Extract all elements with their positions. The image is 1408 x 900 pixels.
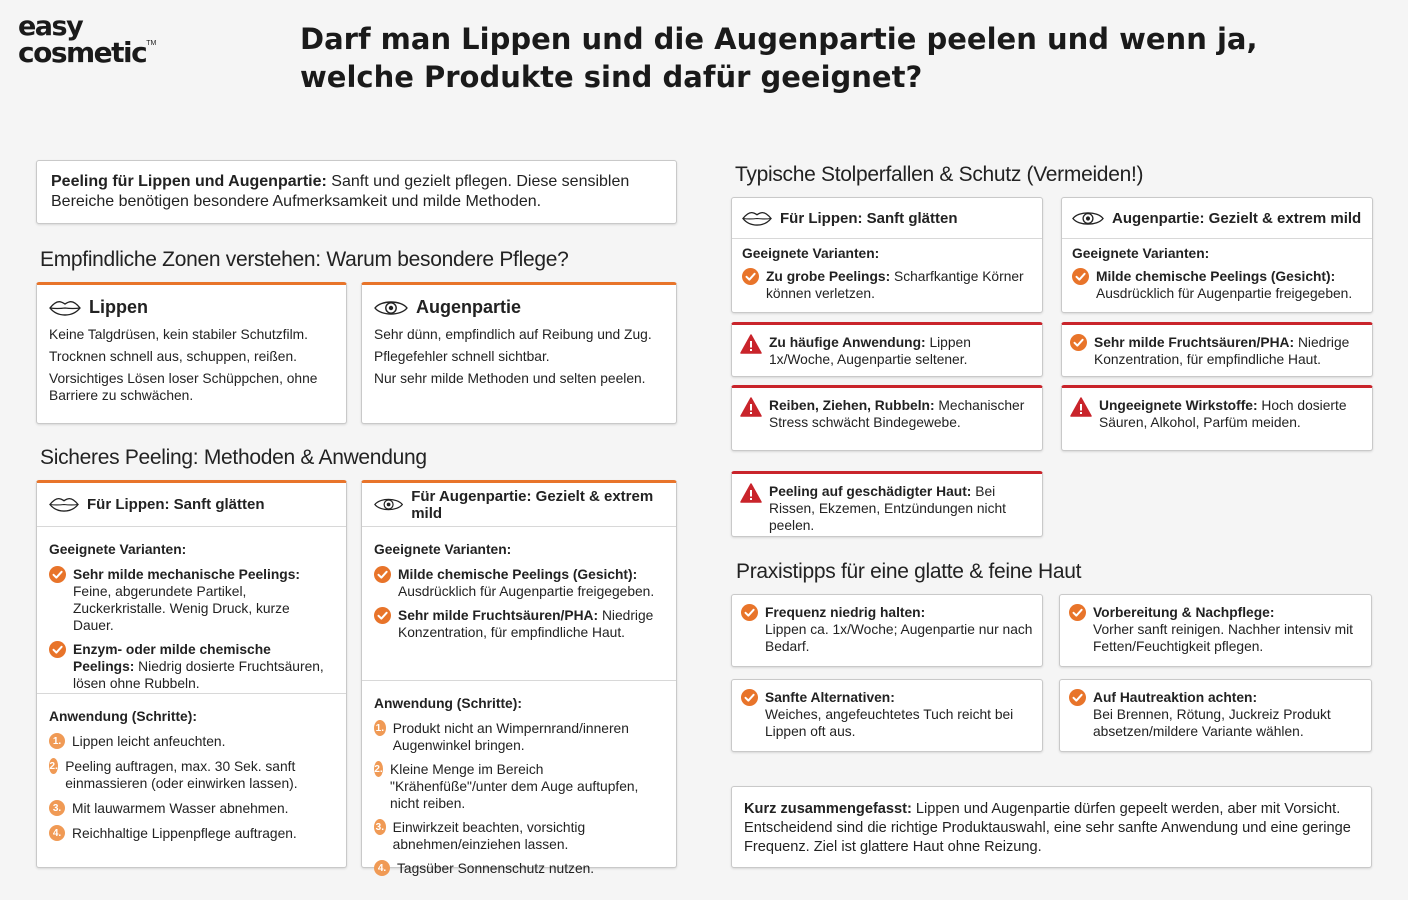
item-text: Hoch dosierte Säuren, Alkohol, Parfüm meiden. bbox=[1099, 398, 1347, 430]
pitfall-eyes-body bbox=[1062, 239, 1372, 315]
method-lips-card bbox=[36, 480, 347, 868]
step-number-icon: 1. bbox=[49, 733, 65, 749]
eye-icon bbox=[1072, 209, 1104, 228]
zone-eyes-title bbox=[374, 297, 676, 318]
step-item bbox=[374, 819, 664, 853]
method-eyes-steps bbox=[362, 681, 676, 877]
page-title bbox=[300, 20, 1300, 96]
pitfall-eyes-label: Geeignete Varianten: bbox=[1072, 246, 1210, 261]
item-bold: Vorbereitung & Nachpflege: bbox=[1093, 605, 1275, 620]
step-number-icon: 3. bbox=[49, 800, 65, 816]
check-icon bbox=[374, 607, 391, 624]
list-item bbox=[740, 334, 1034, 368]
method-eyes-title: Für Augenpartie: Gezielt & extrem mild bbox=[411, 487, 654, 522]
list-item bbox=[374, 607, 664, 641]
method-eyes-steps-label: Anwendung (Schritte): bbox=[374, 696, 522, 711]
step-text: Reichhaltige Lippenpflege auftragen. bbox=[72, 826, 297, 841]
tip-card bbox=[1059, 594, 1372, 667]
item-bold: Enzym- oder milde chemische Peelings: bbox=[73, 642, 271, 674]
item-text: Niedrig dosierte Fruchtsäuren, lösen ohne Rubbeln. bbox=[73, 659, 324, 691]
zone-lips-body bbox=[37, 326, 346, 404]
pitfall-lips-label: Geeignete Varianten: bbox=[742, 246, 880, 261]
logo-line-2: cosmetic bbox=[18, 36, 147, 69]
item-bold: Zu grobe Peelings: bbox=[766, 269, 891, 284]
step-item bbox=[374, 720, 664, 754]
logo-line-1: easy bbox=[18, 11, 83, 42]
lips-icon bbox=[49, 300, 81, 316]
tips-heading: Praxistipps für eine glatte & feine Haut bbox=[736, 560, 1082, 583]
warning-icon bbox=[740, 334, 762, 354]
warning-icon bbox=[740, 483, 762, 503]
item-bold: Milde chemische Peelings (Gesicht): bbox=[1096, 269, 1336, 284]
eye-icon bbox=[374, 298, 408, 318]
pitfalls-heading: Typische Stolperfallen & Schutz (Vermeiden!) bbox=[735, 163, 1144, 186]
step-text: Kleine Menge im Bereich "Krähenfüße"/unter dem Auge auftupfen, nicht reiben. bbox=[390, 762, 639, 811]
intro-bold: Peeling für Lippen und Augenpartie: bbox=[51, 173, 327, 190]
list-item bbox=[741, 604, 1033, 655]
method-eyes-header bbox=[362, 483, 676, 527]
pitfall-lips-body bbox=[732, 239, 1042, 315]
zone-eyes-body bbox=[362, 326, 676, 387]
step-number-icon: 1. bbox=[374, 720, 386, 736]
item-text: Feine, abgerundete Partikel, Zuckerkristalle. Wenig Druck, kurze Dauer. bbox=[73, 584, 290, 633]
list-item bbox=[1070, 334, 1364, 368]
zone-lips-line: Keine Talgdrüsen, kein stabiler Schutzfilm. bbox=[49, 327, 308, 342]
item-bold: Frequenz niedrig halten: bbox=[765, 605, 926, 620]
check-icon bbox=[1069, 604, 1086, 621]
summary-bold: Kurz zusammengefasst: bbox=[744, 801, 912, 817]
item-bold: Ungeeignete Wirkstoffe: bbox=[1099, 398, 1258, 413]
item-bold: Sehr milde Fruchtsäuren/PHA: bbox=[398, 608, 599, 623]
pitfall-fruit-acids-card bbox=[1061, 322, 1373, 377]
intro-box bbox=[36, 160, 677, 224]
step-text: Mit lauwarmem Wasser abnehmen. bbox=[72, 801, 289, 816]
check-icon bbox=[49, 566, 66, 583]
item-text: Ausdrücklich für Augenpartie freigegeben. bbox=[398, 584, 655, 599]
step-item bbox=[49, 825, 334, 842]
check-icon bbox=[1070, 334, 1087, 351]
warning-card-ingredients bbox=[1061, 385, 1373, 451]
item-text: Ausdrücklich für Augenpartie freigegeben. bbox=[1096, 286, 1353, 301]
check-icon bbox=[374, 566, 391, 583]
item-text: Vorher sanft reinigen. Nachher intensiv mit Fetten/Feuchtigkeit pflegen. bbox=[1093, 622, 1353, 654]
step-number-icon: 2. bbox=[374, 761, 383, 777]
brand-logo bbox=[18, 11, 188, 69]
pitfall-lips-header bbox=[732, 198, 1042, 239]
list-item bbox=[741, 689, 1033, 740]
method-eyes-variants-label: Geeignete Varianten: bbox=[374, 542, 512, 557]
zone-lips-line: Vorsichtiges Lösen loser Schüppchen, ohne Barriere zu schwächen. bbox=[49, 371, 318, 403]
zones-heading: Empfindliche Zonen verstehen: Warum besondere Pflege? bbox=[40, 248, 569, 271]
intro-text: Sanft und gezielt pflegen. Diese sensiblen Bereiche benötigen besondere Aufmerksamkeit und milde Methoden. bbox=[51, 173, 630, 210]
warning-icon bbox=[740, 397, 762, 417]
check-icon bbox=[741, 689, 758, 706]
step-number-icon: 3. bbox=[374, 819, 386, 835]
zone-eyes-card bbox=[361, 282, 677, 424]
zone-lips-card bbox=[36, 282, 347, 424]
step-number-icon: 4. bbox=[49, 825, 65, 841]
list-item bbox=[740, 483, 1034, 534]
methods-heading: Sicheres Peeling: Methoden & Anwendung bbox=[40, 446, 427, 469]
warning-icon bbox=[1070, 397, 1092, 417]
list-item bbox=[1070, 397, 1364, 431]
step-item bbox=[374, 761, 664, 812]
warning-card-frequency bbox=[731, 322, 1043, 377]
pitfall-lips-title: Für Lippen: Sanft glätten bbox=[780, 209, 958, 227]
item-bold: Milde chemische Peelings (Gesicht): bbox=[398, 567, 638, 582]
tip-card bbox=[731, 594, 1043, 667]
list-item bbox=[49, 641, 334, 692]
list-item bbox=[740, 397, 1034, 431]
lips-icon bbox=[742, 211, 772, 226]
pitfall-eyes-card bbox=[1061, 197, 1373, 313]
check-icon bbox=[49, 641, 66, 658]
step-item bbox=[374, 860, 664, 877]
page-title-line-1: Darf man Lippen und die Augenpartie peelen und wenn ja, bbox=[300, 22, 1258, 56]
list-item bbox=[1069, 689, 1362, 740]
check-icon bbox=[742, 268, 759, 285]
item-bold: Sehr milde mechanische Peelings: bbox=[73, 567, 300, 582]
step-text: Tagsüber Sonnenschutz nutzen. bbox=[397, 861, 595, 876]
item-text: Bei Brennen, Rötung, Juckreiz Produkt absetzen/mildere Variante wählen. bbox=[1093, 707, 1331, 739]
item-text: Lippen ca. 1x/Woche; Augenpartie nur nach Bedarf. bbox=[765, 622, 1033, 654]
check-icon bbox=[741, 604, 758, 621]
tip-card bbox=[1059, 679, 1372, 752]
lips-icon bbox=[49, 497, 79, 512]
item-bold: Sehr milde Fruchtsäuren/PHA: bbox=[1094, 335, 1295, 350]
list-item bbox=[742, 268, 1032, 302]
item-bold: Auf Hautreaktion achten: bbox=[1093, 690, 1258, 705]
item-bold: Zu häufige Anwendung: bbox=[769, 335, 926, 350]
item-text: Niedrige Konzentration, für empfindliche Haut. bbox=[1094, 335, 1350, 367]
item-text: Lippen 1x/Woche, Augenpartie seltener. bbox=[769, 335, 971, 367]
eye-icon bbox=[374, 495, 403, 514]
zone-eyes-title-text: Augenpartie bbox=[416, 297, 522, 317]
zone-eyes-line: Pflegefehler schnell sichtbar. bbox=[374, 349, 550, 364]
item-text: Niedrige Konzentration, für empfindliche Haut. bbox=[398, 608, 654, 640]
item-bold: Sanfte Alternativen: bbox=[765, 690, 895, 705]
warning-card-rubbing bbox=[731, 385, 1043, 451]
step-text: Lippen leicht anfeuchten. bbox=[72, 734, 226, 749]
item-bold: Reiben, Ziehen, Rubbeln: bbox=[769, 398, 935, 413]
zone-lips-title bbox=[49, 297, 346, 318]
logo-trademark: TM bbox=[146, 40, 157, 47]
zone-lips-line: Trocknen schnell aus, schuppen, reißen. bbox=[49, 349, 297, 364]
zone-eyes-line: Sehr dünn, empfindlich auf Reibung und Zug. bbox=[374, 327, 652, 342]
item-bold: Peeling auf geschädigter Haut: bbox=[769, 484, 972, 499]
pitfall-eyes-header bbox=[1062, 198, 1372, 239]
method-eyes-card bbox=[361, 480, 677, 876]
pitfall-eyes-title: Augenpartie: Gezielt & extrem mild bbox=[1112, 209, 1362, 227]
step-item bbox=[49, 758, 334, 792]
item-text: Mechanischer Stress schwächt Bindegewebe. bbox=[769, 398, 1025, 430]
step-item bbox=[49, 800, 334, 817]
method-eyes-variants bbox=[362, 527, 676, 676]
step-item bbox=[49, 733, 334, 750]
summary-box bbox=[731, 786, 1372, 868]
item-text: Bei Rissen, Ekzemen, Entzündungen nicht peelen. bbox=[769, 484, 1006, 533]
zone-lips-title-text: Lippen bbox=[89, 297, 148, 317]
list-item bbox=[1072, 268, 1362, 302]
zone-eyes-line: Nur sehr milde Methoden und selten peelen. bbox=[374, 371, 646, 386]
method-lips-header bbox=[37, 483, 346, 527]
step-number-icon: 4. bbox=[374, 860, 390, 876]
item-text: Scharfkantige Körner können verletzen. bbox=[766, 269, 1024, 301]
list-item bbox=[49, 566, 334, 634]
check-icon bbox=[1072, 268, 1089, 285]
check-icon bbox=[1069, 689, 1086, 706]
method-lips-variants-label: Geeignete Varianten: bbox=[49, 542, 187, 557]
method-lips-title: Für Lippen: Sanft glätten bbox=[87, 496, 265, 513]
warning-card-damaged-skin bbox=[731, 471, 1043, 537]
step-text: Einwirkzeit beachten, vorsichtig abnehmen/einziehen lassen. bbox=[392, 820, 586, 852]
list-item bbox=[1069, 604, 1362, 655]
step-number-icon: 2. bbox=[49, 758, 58, 774]
page-title-line-2: welche Produkte sind dafür geeignet? bbox=[300, 60, 923, 94]
step-text: Peeling auftragen, max. 30 Sek. sanft einmassieren (oder einwirken lassen). bbox=[65, 759, 298, 791]
tip-card bbox=[731, 679, 1043, 752]
summary-text: Lippen und Augenpartie dürfen gepeelt werden, aber mit Vorsicht. Entscheidend sind die richtige Produktauswahl, eine sehr sanfte Anwendung und eine geringe Frequenz. Ziel ist glattere Haut ohne Reizung. bbox=[744, 801, 1351, 855]
step-text: Produkt nicht an Wimpernrand/inneren Augenwinkel bringen. bbox=[392, 721, 629, 753]
method-lips-steps-label: Anwendung (Schritte): bbox=[49, 709, 197, 724]
method-lips-variants bbox=[37, 527, 346, 689]
pitfall-lips-card bbox=[731, 197, 1043, 313]
item-text: Weiches, angefeuchtetes Tuch reicht bei Lippen oft aus. bbox=[765, 707, 1014, 739]
list-item bbox=[374, 566, 664, 600]
method-lips-steps bbox=[37, 694, 346, 842]
